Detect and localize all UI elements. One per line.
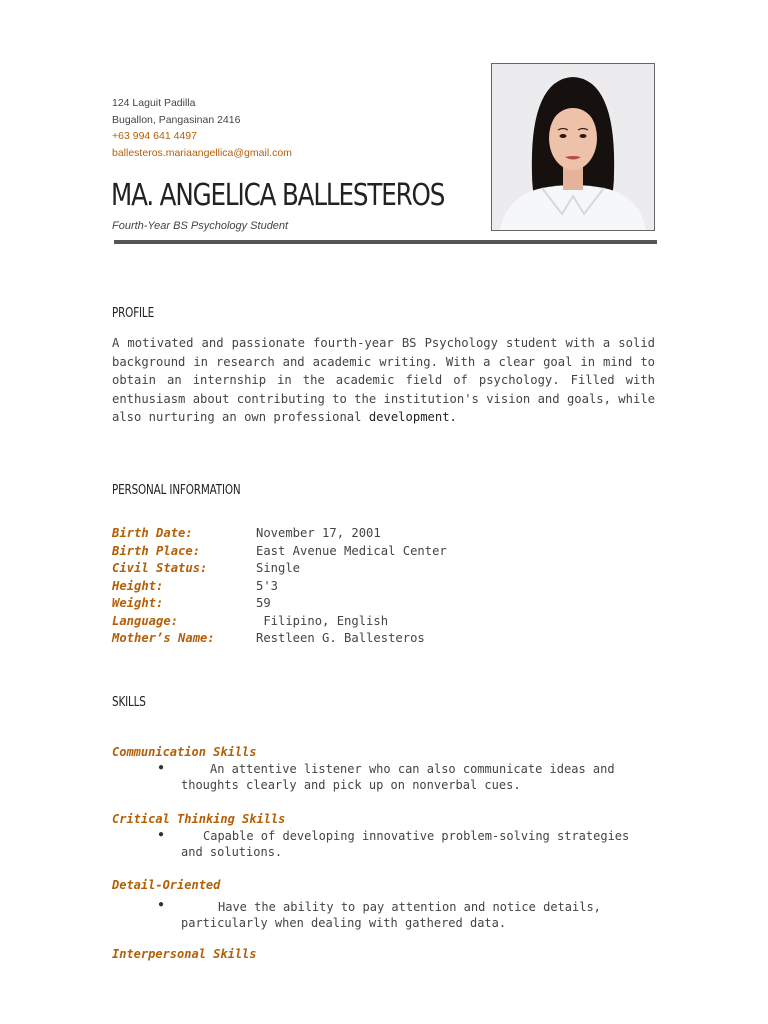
personal-info-heading: PERSONAL INFORMATION — [112, 483, 241, 498]
personal-info-table — [112, 525, 447, 648]
skill-desc-line1: An attentive listener who can also communicate ideas and — [210, 762, 615, 776]
profile-text: A motivated and passionate fourth-year BS Psychology student with a solid background in research and academic writing. With a clear goal in mind to obtain an internship in the academic field of psychology. Filled with enthusiasm about contributing to the institution's vision and goals, while also nurturing an own professional — [112, 336, 655, 424]
info-label: Birth Place: — [112, 543, 201, 558]
skill-title-communication: Communication Skills — [112, 745, 257, 759]
info-value: 59 — [256, 596, 271, 610]
info-row-civil-status — [112, 560, 447, 578]
info-row-height — [112, 578, 447, 596]
info-value: Single — [256, 561, 301, 575]
info-label: Weight: — [112, 596, 164, 610]
skills-heading: SKILLS — [112, 695, 146, 710]
bullet-icon: ● — [158, 762, 165, 773]
info-label: Birth Date: — [112, 526, 193, 540]
skill-title-interpersonal: Interpersonal Skills — [112, 947, 257, 961]
profile-photo — [491, 63, 655, 231]
skill-title-critical-thinking: Critical Thinking Skills — [112, 812, 286, 826]
info-label: Civil Status: — [112, 561, 208, 575]
profile-paragraph — [112, 334, 655, 427]
bullet-icon: ● — [158, 829, 165, 840]
skill-desc-line2: thoughts clearly and pick up on nonverbal cues. — [181, 778, 521, 792]
bullet-icon: ● — [158, 899, 165, 910]
profile-heading: PROFILE — [112, 306, 154, 321]
header-divider — [114, 240, 657, 244]
info-label: Language: — [112, 613, 179, 628]
info-row-birth-place — [112, 543, 447, 561]
info-value: Filipino, English — [256, 613, 389, 628]
contact-block — [112, 95, 292, 161]
skill-desc-line2: particularly when dealing with gathered data. — [181, 916, 507, 930]
phone-number[interactable]: +63 994 641 4497 — [112, 130, 197, 142]
info-value: East Avenue Medical Center — [256, 543, 447, 558]
skill-desc-line1: Capable of developing innovative problem-solving strategies — [203, 829, 630, 843]
skill-desc-line2: and solutions. — [181, 845, 283, 859]
address-line-1: 124 Laguit Padilla — [112, 97, 196, 109]
email-address[interactable]: ballesteros.mariaangellica@gmail.com — [112, 146, 292, 159]
portrait-image — [492, 64, 654, 230]
page-title: MA. ANGELICA BALLESTEROS — [111, 178, 445, 213]
info-row-birth-date — [112, 525, 447, 543]
info-value: Restleen G. Ballesteros — [256, 631, 425, 645]
info-value: November 17, 2001 — [256, 526, 381, 540]
info-value: 5'3 — [256, 578, 279, 593]
info-row-weight — [112, 595, 447, 613]
info-label: Height: — [112, 578, 164, 593]
address-line-2: Bugallon, Pangasinan 2416 — [112, 113, 241, 126]
profile-text-end: development. — [368, 410, 457, 424]
subtitle: Fourth-Year BS Psychology Student — [112, 220, 289, 232]
skill-title-detail-oriented: Detail-Oriented — [112, 878, 221, 892]
info-label: Mother’s Name: — [112, 631, 215, 645]
info-row-mothers-name — [112, 630, 447, 648]
info-row-language — [112, 613, 447, 631]
skill-desc-line1: Have the ability to pay attention and notice details, — [218, 900, 601, 914]
